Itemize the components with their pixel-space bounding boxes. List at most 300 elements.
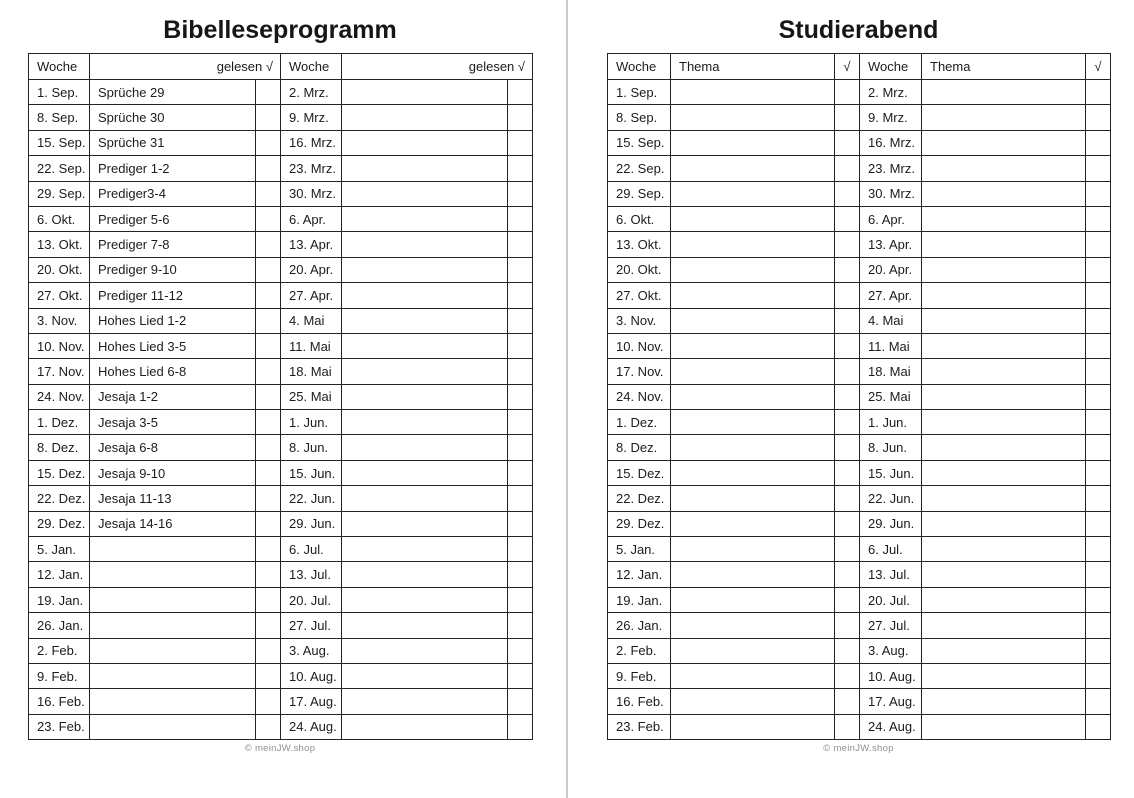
thema-column-header: Thema xyxy=(671,54,835,80)
topic-cell xyxy=(922,663,1086,688)
reading-cell xyxy=(342,130,508,155)
week-cell: 15. Dez. xyxy=(608,460,671,485)
reading-cell: Jesaja 9-10 xyxy=(90,460,256,485)
week-cell: 15. Dez. xyxy=(29,460,90,485)
week-cell: 24. Aug. xyxy=(860,714,922,739)
week-cell: 23. Feb. xyxy=(608,714,671,739)
table-row xyxy=(29,435,533,460)
check-cell xyxy=(256,333,281,358)
topic-cell xyxy=(671,206,835,231)
table-row xyxy=(29,410,533,435)
table-row xyxy=(29,181,533,206)
check-cell xyxy=(835,689,860,714)
week-cell: 13. Apr. xyxy=(860,232,922,257)
table-row xyxy=(608,486,1111,511)
table-row xyxy=(608,359,1111,384)
check-cell xyxy=(835,587,860,612)
week-cell: 9. Mrz. xyxy=(281,105,342,130)
topic-cell xyxy=(671,537,835,562)
reading-cell: Prediger 7-8 xyxy=(90,232,256,257)
reading-cell xyxy=(90,562,256,587)
reading-cell: Jesaja 1-2 xyxy=(90,384,256,409)
check-cell xyxy=(835,105,860,130)
topic-cell xyxy=(922,511,1086,536)
week-cell: 27. Okt. xyxy=(29,283,90,308)
check-cell xyxy=(508,460,533,485)
topic-cell xyxy=(922,562,1086,587)
week-cell: 17. Nov. xyxy=(608,359,671,384)
page-title: Studierabend xyxy=(778,16,939,44)
week-cell: 16. Feb. xyxy=(29,689,90,714)
check-cell xyxy=(1086,511,1111,536)
week-cell: 24. Nov. xyxy=(608,384,671,409)
reading-cell xyxy=(342,613,508,638)
check-cell xyxy=(835,80,860,105)
week-cell: 6. Jul. xyxy=(281,537,342,562)
table-row xyxy=(608,587,1111,612)
week-cell: 8. Dez. xyxy=(608,435,671,460)
week-cell: 22. Jun. xyxy=(860,486,922,511)
check-cell xyxy=(256,511,281,536)
check-cell xyxy=(256,181,281,206)
topic-cell xyxy=(922,410,1086,435)
check-cell xyxy=(835,181,860,206)
week-cell: 6. Apr. xyxy=(281,206,342,231)
reading-cell xyxy=(342,181,508,206)
check-cell xyxy=(508,613,533,638)
reading-cell: Sprüche 30 xyxy=(90,105,256,130)
topic-cell xyxy=(922,689,1086,714)
week-cell: 9. Feb. xyxy=(608,663,671,688)
copyright-footer: © meinJW.shop xyxy=(823,743,894,755)
check-cell xyxy=(256,232,281,257)
topic-cell xyxy=(922,232,1086,257)
check-cell xyxy=(256,283,281,308)
topic-cell xyxy=(671,308,835,333)
week-cell: 27. Jul. xyxy=(860,613,922,638)
check-cell xyxy=(508,410,533,435)
week-cell: 10. Aug. xyxy=(860,663,922,688)
check-cell xyxy=(256,638,281,663)
check-cell xyxy=(1086,232,1111,257)
table-row xyxy=(29,689,533,714)
check-cell xyxy=(835,206,860,231)
table-row xyxy=(29,105,533,130)
check-cell xyxy=(1086,410,1111,435)
check-cell xyxy=(1086,537,1111,562)
topic-cell xyxy=(922,156,1086,181)
reading-cell xyxy=(342,638,508,663)
check-cell xyxy=(1086,384,1111,409)
table-row xyxy=(29,511,533,536)
topic-cell xyxy=(671,359,835,384)
week-cell: 20. Okt. xyxy=(29,257,90,282)
week-cell: 1. Sep. xyxy=(608,80,671,105)
reading-cell: Hohes Lied 1-2 xyxy=(90,308,256,333)
topic-cell xyxy=(671,638,835,663)
reading-cell xyxy=(342,333,508,358)
check-cell xyxy=(1086,460,1111,485)
week-cell: 15. Sep. xyxy=(29,130,90,155)
check-cell xyxy=(1086,105,1111,130)
week-cell: 20. Apr. xyxy=(860,257,922,282)
topic-cell xyxy=(671,232,835,257)
week-cell: 1. Jun. xyxy=(860,410,922,435)
week-cell: 3. Aug. xyxy=(860,638,922,663)
topic-cell xyxy=(671,181,835,206)
week-cell: 25. Mai xyxy=(860,384,922,409)
reading-cell: Jesaja 3-5 xyxy=(90,410,256,435)
week-cell: 6. Jul. xyxy=(860,537,922,562)
copyright-footer: © meinJW.shop xyxy=(244,743,316,755)
week-cell: 18. Mai xyxy=(281,359,342,384)
table-row xyxy=(608,410,1111,435)
topic-cell xyxy=(671,486,835,511)
table-row xyxy=(608,663,1111,688)
table-row xyxy=(29,156,533,181)
check-cell xyxy=(256,130,281,155)
week-cell: 17. Aug. xyxy=(860,689,922,714)
study-evening-page xyxy=(607,15,1110,754)
check-cell xyxy=(1086,181,1111,206)
week-cell: 18. Mai xyxy=(860,359,922,384)
week-cell: 3. Nov. xyxy=(29,308,90,333)
check-cell xyxy=(1086,663,1111,688)
topic-cell xyxy=(922,80,1086,105)
check-cell xyxy=(256,663,281,688)
reading-cell xyxy=(342,663,508,688)
topic-cell xyxy=(671,283,835,308)
reading-cell xyxy=(342,410,508,435)
week-cell: 27. Apr. xyxy=(860,283,922,308)
reading-cell xyxy=(90,613,256,638)
reading-cell xyxy=(90,587,256,612)
week-cell: 15. Jun. xyxy=(281,460,342,485)
week-cell: 5. Jan. xyxy=(29,537,90,562)
table-row xyxy=(608,257,1111,282)
week-cell: 29. Sep. xyxy=(29,181,90,206)
topic-cell xyxy=(922,206,1086,231)
check-cell xyxy=(508,562,533,587)
week-cell: 22. Sep. xyxy=(608,156,671,181)
topic-cell xyxy=(922,384,1086,409)
check-cell xyxy=(835,638,860,663)
reading-cell: Prediger3-4 xyxy=(90,181,256,206)
check-cell xyxy=(508,308,533,333)
check-cell xyxy=(256,486,281,511)
table-row xyxy=(29,460,533,485)
week-cell: 11. Mai xyxy=(281,333,342,358)
check-cell xyxy=(508,587,533,612)
week-cell: 22. Sep. xyxy=(29,156,90,181)
table-row xyxy=(608,613,1111,638)
check-cell xyxy=(835,308,860,333)
week-cell: 10. Nov. xyxy=(29,333,90,358)
week-cell: 5. Jan. xyxy=(608,537,671,562)
topic-cell xyxy=(922,460,1086,485)
check-cell xyxy=(835,232,860,257)
check-cell xyxy=(835,283,860,308)
topic-cell xyxy=(671,156,835,181)
check-cell xyxy=(256,105,281,130)
check-cell xyxy=(508,384,533,409)
week-column-header: Woche xyxy=(860,54,922,80)
check-cell xyxy=(508,181,533,206)
check-cell xyxy=(1086,359,1111,384)
reading-cell xyxy=(342,232,508,257)
table-row xyxy=(608,435,1111,460)
check-cell xyxy=(835,663,860,688)
check-cell xyxy=(256,460,281,485)
check-cell xyxy=(508,257,533,282)
page-divider xyxy=(566,0,568,798)
check-cell xyxy=(1086,562,1111,587)
week-column-header: Woche xyxy=(29,54,90,80)
week-cell: 8. Sep. xyxy=(608,105,671,130)
week-cell: 8. Jun. xyxy=(860,435,922,460)
table-row xyxy=(29,714,533,739)
week-cell: 2. Mrz. xyxy=(281,80,342,105)
week-cell: 27. Jul. xyxy=(281,613,342,638)
week-cell: 29. Sep. xyxy=(608,181,671,206)
check-cell xyxy=(508,537,533,562)
topic-cell xyxy=(922,105,1086,130)
week-cell: 16. Feb. xyxy=(608,689,671,714)
week-cell: 6. Okt. xyxy=(29,206,90,231)
week-cell: 30. Mrz. xyxy=(860,181,922,206)
check-cell xyxy=(256,206,281,231)
week-cell: 12. Jan. xyxy=(608,562,671,587)
page-title: Bibelleseprogramm xyxy=(163,16,397,44)
reading-cell xyxy=(342,689,508,714)
check-cell xyxy=(508,333,533,358)
week-cell: 29. Jun. xyxy=(860,511,922,536)
reading-cell xyxy=(342,105,508,130)
week-cell: 20. Okt. xyxy=(608,257,671,282)
check-cell xyxy=(835,435,860,460)
week-cell: 13. Jul. xyxy=(281,562,342,587)
week-cell: 2. Mrz. xyxy=(860,80,922,105)
week-cell: 26. Jan. xyxy=(29,613,90,638)
reading-cell xyxy=(342,714,508,739)
reading-cell xyxy=(342,308,508,333)
week-cell: 9. Feb. xyxy=(29,663,90,688)
topic-cell xyxy=(671,689,835,714)
table-row xyxy=(29,638,533,663)
topic-cell xyxy=(671,663,835,688)
table-row xyxy=(29,257,533,282)
topic-cell xyxy=(922,359,1086,384)
week-cell: 27. Okt. xyxy=(608,283,671,308)
reading-cell xyxy=(342,359,508,384)
week-cell: 22. Dez. xyxy=(608,486,671,511)
topic-cell xyxy=(922,613,1086,638)
check-cell xyxy=(835,333,860,358)
topic-cell xyxy=(922,333,1086,358)
check-cell xyxy=(1086,435,1111,460)
table-row xyxy=(608,308,1111,333)
week-cell: 12. Jan. xyxy=(29,562,90,587)
week-cell: 25. Mai xyxy=(281,384,342,409)
topic-cell xyxy=(922,537,1086,562)
check-cell xyxy=(256,613,281,638)
week-cell: 2. Feb. xyxy=(29,638,90,663)
check-cell xyxy=(835,384,860,409)
week-cell: 23. Feb. xyxy=(29,714,90,739)
table-row xyxy=(29,587,533,612)
reading-cell xyxy=(90,689,256,714)
check-cell xyxy=(508,486,533,511)
check-cell xyxy=(256,537,281,562)
week-cell: 1. Dez. xyxy=(608,410,671,435)
topic-cell xyxy=(671,587,835,612)
check-cell xyxy=(508,638,533,663)
topic-cell xyxy=(922,587,1086,612)
check-cell xyxy=(508,283,533,308)
table-row xyxy=(29,384,533,409)
week-cell: 17. Nov. xyxy=(29,359,90,384)
week-cell: 1. Sep. xyxy=(29,80,90,105)
reading-cell xyxy=(90,663,256,688)
table-row xyxy=(608,537,1111,562)
check-cell xyxy=(508,714,533,739)
check-cell xyxy=(835,410,860,435)
week-cell: 13. Okt. xyxy=(608,232,671,257)
reading-cell xyxy=(342,206,508,231)
table-row xyxy=(608,384,1111,409)
table-row xyxy=(29,206,533,231)
reading-cell xyxy=(90,537,256,562)
check-cell xyxy=(835,257,860,282)
check-cell xyxy=(508,511,533,536)
check-cell xyxy=(256,562,281,587)
table-row xyxy=(29,486,533,511)
table-row xyxy=(608,283,1111,308)
week-cell: 20. Apr. xyxy=(281,257,342,282)
week-cell: 23. Mrz. xyxy=(281,156,342,181)
week-cell: 8. Sep. xyxy=(29,105,90,130)
week-cell: 20. Jul. xyxy=(281,587,342,612)
week-cell: 16. Mrz. xyxy=(860,130,922,155)
check-cell xyxy=(508,105,533,130)
reading-cell: Hohes Lied 3-5 xyxy=(90,333,256,358)
reading-cell xyxy=(90,714,256,739)
bible-reading-page xyxy=(28,15,532,754)
check-cell xyxy=(508,130,533,155)
gelesen-column-header: gelesen √ xyxy=(90,54,281,80)
table-row xyxy=(608,333,1111,358)
table-row xyxy=(29,232,533,257)
table-row xyxy=(29,613,533,638)
reading-cell: Prediger 5-6 xyxy=(90,206,256,231)
reading-cell xyxy=(342,384,508,409)
check-cell xyxy=(256,359,281,384)
topic-cell xyxy=(671,562,835,587)
check-cell xyxy=(1086,486,1111,511)
check-cell xyxy=(508,435,533,460)
check-cell xyxy=(1086,80,1111,105)
check-cell xyxy=(835,613,860,638)
check-cell xyxy=(508,156,533,181)
week-cell: 13. Apr. xyxy=(281,232,342,257)
check-cell xyxy=(508,80,533,105)
reading-cell: Sprüche 31 xyxy=(90,130,256,155)
check-cell xyxy=(835,537,860,562)
thema-column-header: Thema xyxy=(922,54,1086,80)
check-cell xyxy=(835,511,860,536)
week-cell: 10. Aug. xyxy=(281,663,342,688)
check-cell xyxy=(256,410,281,435)
reading-cell: Hohes Lied 6-8 xyxy=(90,359,256,384)
table-row xyxy=(29,562,533,587)
check-cell xyxy=(1086,156,1111,181)
table-row xyxy=(29,80,533,105)
reading-cell xyxy=(342,460,508,485)
check-cell xyxy=(1086,587,1111,612)
check-cell xyxy=(835,460,860,485)
reading-cell xyxy=(342,537,508,562)
check-cell xyxy=(1086,308,1111,333)
week-cell: 16. Mrz. xyxy=(281,130,342,155)
week-cell: 8. Jun. xyxy=(281,435,342,460)
check-cell xyxy=(835,486,860,511)
week-cell: 29. Jun. xyxy=(281,511,342,536)
check-cell xyxy=(508,232,533,257)
table-row xyxy=(608,181,1111,206)
table-row xyxy=(29,283,533,308)
table-row xyxy=(29,308,533,333)
bible-reading-table xyxy=(28,53,533,740)
check-cell xyxy=(1086,130,1111,155)
reading-cell xyxy=(342,80,508,105)
topic-cell xyxy=(671,714,835,739)
week-cell: 1. Dez. xyxy=(29,410,90,435)
week-cell: 29. Dez. xyxy=(29,511,90,536)
check-cell xyxy=(1086,613,1111,638)
week-cell: 24. Nov. xyxy=(29,384,90,409)
week-cell: 19. Jan. xyxy=(29,587,90,612)
topic-cell xyxy=(671,333,835,358)
week-cell: 3. Nov. xyxy=(608,308,671,333)
week-cell: 27. Apr. xyxy=(281,283,342,308)
check-cell xyxy=(835,156,860,181)
table-row xyxy=(29,537,533,562)
check-cell xyxy=(256,80,281,105)
reading-cell xyxy=(342,156,508,181)
week-cell: 6. Apr. xyxy=(860,206,922,231)
week-cell: 13. Okt. xyxy=(29,232,90,257)
week-cell: 29. Dez. xyxy=(608,511,671,536)
check-cell xyxy=(256,435,281,460)
topic-cell xyxy=(922,181,1086,206)
table-row xyxy=(608,714,1111,739)
check-cell xyxy=(1086,714,1111,739)
week-cell: 2. Feb. xyxy=(608,638,671,663)
check-cell xyxy=(508,689,533,714)
check-cell xyxy=(256,384,281,409)
check-cell xyxy=(1086,206,1111,231)
gelesen-column-header: gelesen √ xyxy=(342,54,533,80)
table-row xyxy=(608,689,1111,714)
check-cell xyxy=(1086,689,1111,714)
topic-cell xyxy=(671,435,835,460)
table-header-row xyxy=(29,54,533,80)
topic-cell xyxy=(922,257,1086,282)
topic-cell xyxy=(671,80,835,105)
check-cell xyxy=(256,257,281,282)
topic-cell xyxy=(671,511,835,536)
check-cell xyxy=(835,714,860,739)
